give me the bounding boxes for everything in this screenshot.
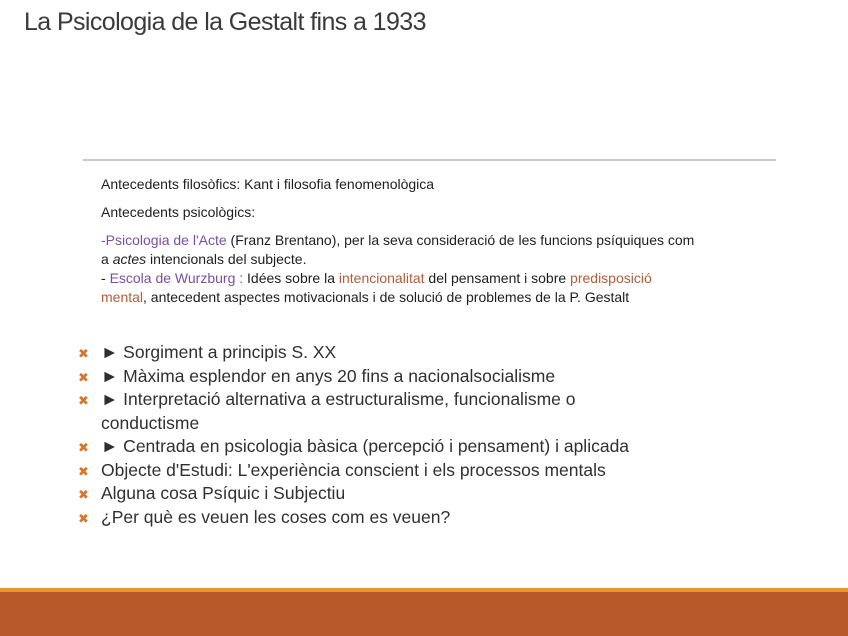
x-bullet-icon: ✖	[78, 393, 89, 408]
x-bullet-icon: ✖	[78, 440, 89, 455]
footer-band	[0, 592, 848, 636]
intencionalitat-term: intencionalitat	[338, 270, 425, 286]
x-bullet-icon: ✖	[78, 369, 89, 385]
philosophical-antecedents: Antecedents filosòfics: Kant i filosofia fenomenològica	[101, 176, 435, 192]
bullet-text: Objecte d'Estudi: L'experiència conscient i els processos mentals	[101, 459, 606, 480]
x-bullet-icon: ✖	[78, 346, 89, 361]
x-bullet-icon: ✖	[78, 463, 89, 479]
bullet-text: ► Màxima esplendor en anys 20 fins a nacionalsocialisme	[101, 365, 556, 386]
wurzburg-text-3: , antecedent aspectes motivacionals i de solució de problemes de la P. Gestalt	[143, 289, 630, 305]
act-italic: actes	[112, 251, 147, 267]
bullet-item	[78, 435, 678, 459]
wurzburg-text-1: Idées sobre la	[243, 270, 339, 286]
bullet-item	[78, 482, 678, 506]
wurzburg-dash: -	[101, 270, 110, 286]
bullet-text: ► Interpretació alternativa a estructuralisme, funcionalisme o conductisme	[101, 389, 576, 433]
bullet-list	[78, 341, 678, 529]
act-dash: -	[101, 232, 106, 248]
act-psychology-paragraph	[101, 231, 701, 269]
act-text-1: (Franz Brentano), per la seva consideració de les funcions psíquiques com a	[101, 232, 695, 267]
bullet-item	[78, 459, 678, 483]
act-text-2: intencionals del subjecte.	[146, 251, 307, 267]
bullet-item	[78, 365, 678, 389]
wurzburg-paragraph	[101, 269, 701, 307]
bullet-text: ¿Per què es veuen les coses com es veuen?	[101, 506, 451, 527]
bullet-item	[78, 388, 678, 435]
slide-title: La Psicologia de la Gestalt fins a 1933	[24, 8, 426, 36]
act-psychology-link: Psicologia de l'Acte	[105, 232, 227, 248]
antecedents-block	[101, 175, 701, 307]
bullet-item	[78, 341, 678, 365]
x-bullet-icon: ✖	[78, 510, 89, 526]
predisposicio-term: predisposició mental	[101, 270, 652, 305]
x-bullet-icon: ✖	[78, 487, 89, 502]
bullet-text: ► Centrada en psicologia bàsica (percepció i pensament) i aplicada	[101, 436, 630, 456]
bullet-text: ► Sorgiment a principis S. XX	[101, 342, 337, 362]
divider-line	[83, 159, 776, 161]
wurzburg-link: Escola de Wurzburg :	[109, 270, 244, 286]
psychological-antecedents-heading: Antecedents psicològics:	[101, 204, 256, 220]
bullet-text: Alguna cosa Psíquic i Subjectiu	[101, 483, 346, 503]
bullet-item	[78, 506, 678, 530]
wurzburg-text-2: del pensament i sobre	[424, 270, 571, 286]
